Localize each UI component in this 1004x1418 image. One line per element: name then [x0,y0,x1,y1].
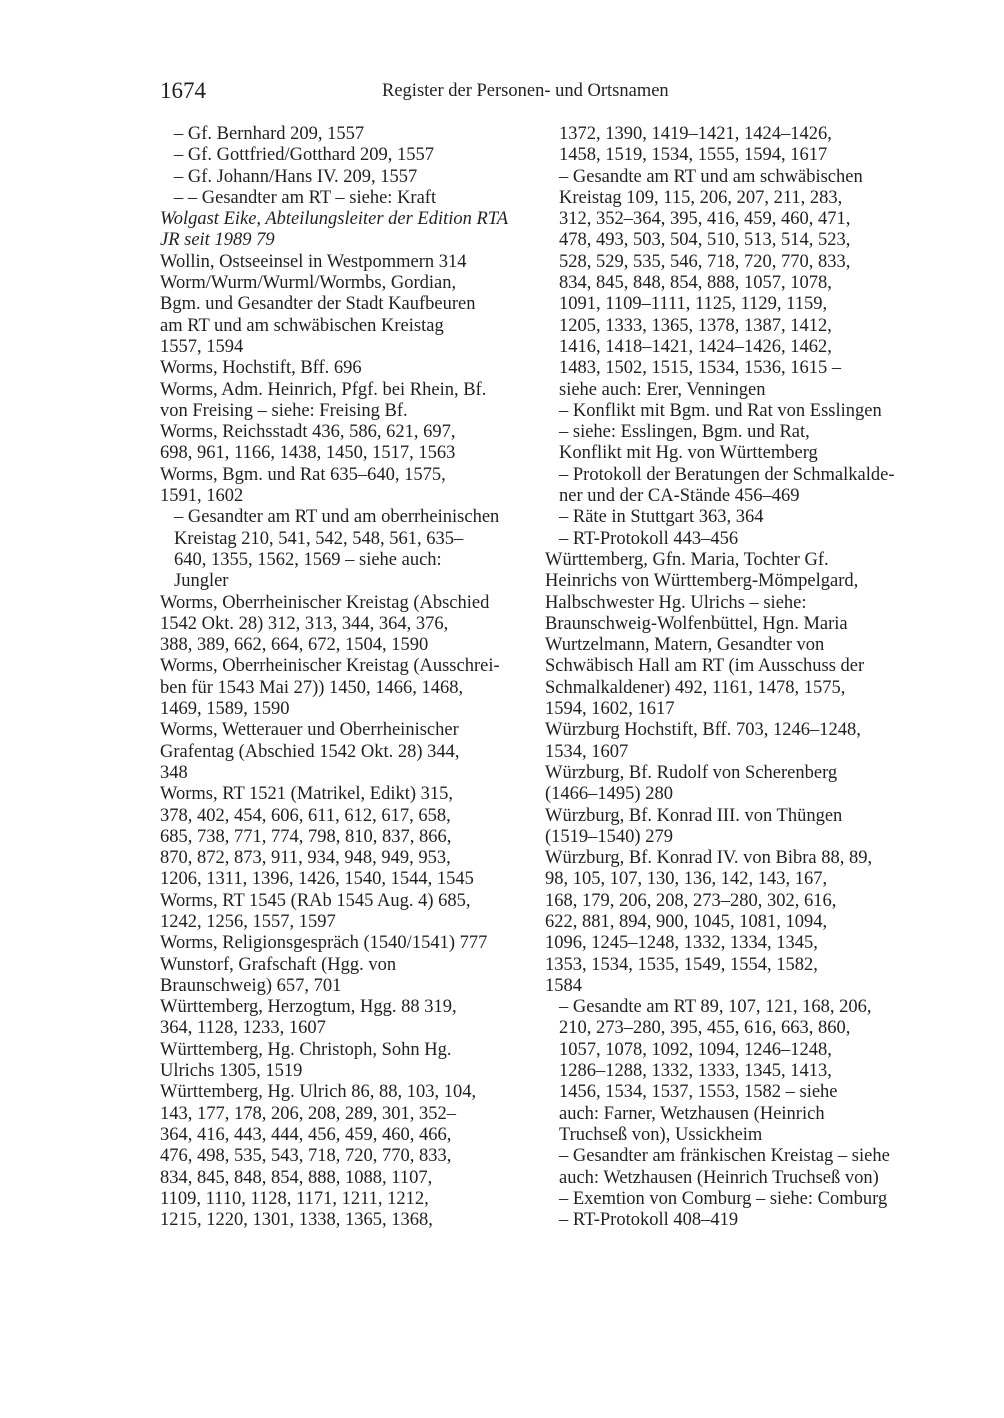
index-entry [160,1082,532,1231]
index-entry [545,720,917,763]
index-entry-line: JR seit 1989 79 [160,230,275,251]
index-entry-line: 210, 273–280, 395, 455, 616, 663, 860, [559,1018,851,1039]
index-entry-line: – Gf. Johann/Hans IV. 209, 1557 [174,166,418,187]
index-entry-line: Bgm. und Gesandter der Stadt Kaufbeuren [160,294,476,315]
index-entry-line: Truchseß von), Ussickheim [559,1124,763,1145]
index-entry-line: Würzburg, Bf. Konrad IV. von Bibra 88, 89, [545,848,873,869]
index-entry-line: auch: Wetzhausen (Heinrich Truchseß von) [559,1167,879,1188]
index-entry [160,933,532,954]
index-entry [160,593,532,657]
index-entry-line: Worms, RT 1521 (Matrikel, Edikt) 315, [160,784,454,805]
index-entry [160,997,532,1040]
index-entry [160,209,532,252]
index-entry-line: 1206, 1311, 1396, 1426, 1540, 1544, 1545 [160,869,474,890]
index-entry-line: Wolgast Eike, Abteilungsleiter der Edition RTA [160,209,509,230]
index-entry-line: 1205, 1333, 1365, 1378, 1387, 1412, [559,315,832,336]
index-entry-line: – Gesandter am fränkischen Kreistag – siehe [559,1146,890,1167]
index-entry-line: Wurtzelmann, Matern, Gesandter von [545,635,825,656]
index-entry-line: Worms, Bgm. und Rat 635–640, 1575, [160,464,446,485]
index-entry-line: Worms, Wetterauer und Oberrheinischer [160,720,459,741]
index-entry-line: 364, 1128, 1233, 1607 [160,1018,326,1039]
index-entry-line: – Gesandte am RT 89, 107, 121, 168, 206, [559,997,872,1018]
index-entry-line: von Freising – siehe: Freising Bf. [160,400,408,421]
index-entry-line: Braunschweig-Wolfenbüttel, Hgn. Maria [545,613,848,634]
index-entry [545,529,917,550]
index-entry-line: 1483, 1502, 1515, 1534, 1536, 1615 – [559,358,842,379]
index-entry-line: – siehe: Esslingen, Bgm. und Rat, [559,422,810,443]
index-entry [160,1040,532,1083]
index-entry [160,465,532,508]
index-entry-line: 685, 738, 771, 774, 798, 810, 837, 866, [160,826,452,847]
page-number: 1674 [160,78,206,103]
index-entry-line: 1591, 1602 [160,486,244,507]
index-entry-line: Grafentag (Abschied 1542 Okt. 28) 344, [160,741,460,762]
index-entry-line: 1242, 1256, 1557, 1597 [160,911,336,932]
index-entry-line: 1594, 1602, 1617 [545,699,675,720]
index-entry [545,806,917,849]
index-entry-line: Kreistag 210, 541, 542, 548, 561, 635– [174,528,464,549]
index-entry-line: (1519–1540) 279 [545,826,673,847]
index-entry [160,507,532,592]
index-entry-line: 1353, 1534, 1535, 1549, 1554, 1582, [545,954,818,975]
index-entry-line: Konflikt mit Hg. von Württemberg [559,443,818,464]
index-entry-line: 1557, 1594 [160,336,244,357]
index-entry-line: 1542 Okt. 28) 312, 313, 344, 364, 376, [160,613,449,634]
index-entry-line: Worms, RT 1545 (RAb 1545 Aug. 4) 685, [160,890,471,911]
index-entry-line: 1584 [545,975,582,996]
index-entry-line: – Exemtion von Comburg – siehe: Comburg [559,1188,888,1209]
index-entry [160,784,532,890]
index-entry-line: 478, 493, 503, 504, 510, 513, 514, 523, [559,230,851,251]
index-entry [545,507,917,528]
index-entry [160,188,532,209]
index-entry [545,1189,917,1210]
index-entry [160,891,532,934]
index-entry [160,358,532,379]
index-entry-line: 378, 402, 454, 606, 611, 612, 617, 658, [160,805,451,826]
index-column-right [545,124,917,1231]
running-title: Register der Personen- und Ortsnamen [382,81,669,101]
index-entry-line: Kreistag 109, 115, 206, 207, 211, 283, [559,187,843,208]
index-entry-line: 640, 1355, 1562, 1569 – siehe auch: [174,549,442,570]
index-entry-line: 1286–1288, 1332, 1333, 1345, 1413, [559,1061,832,1082]
index-entry-line: Worms, Oberrheinischer Kreistag (Abschied [160,592,490,613]
index-entry-line: – Räte in Stuttgart 363, 364 [559,507,764,528]
index-entry-line: Heinrichs von Württemberg-Mömpelgard, [545,571,859,592]
index-entry [545,167,917,401]
index-entry [545,997,917,1146]
index-entry-line: Worms, Reichsstadt 436, 586, 621, 697, [160,422,456,443]
index-entry-line: 1458, 1519, 1534, 1555, 1594, 1617 [559,145,828,166]
index-entry [545,1210,917,1231]
index-entry-line: (1466–1495) 280 [545,784,673,805]
index-entry-line: Worms, Religionsgespräch (1540/1541) 777 [160,933,488,954]
index-entry [160,145,532,166]
index-entry-line: ben für 1543 Mai 27)) 1450, 1466, 1468, [160,677,464,698]
index-entry [160,124,532,145]
index-entry-line: ner und der CA-Stände 456–469 [559,486,800,507]
index-entry [545,635,917,720]
index-entry-line: Württemberg, Hg. Christoph, Sohn Hg. [160,1039,452,1060]
index-entry-line: Braunschweig) 657, 701 [160,975,342,996]
index-entry [160,167,532,188]
index-entry-line: 143, 177, 178, 206, 208, 289, 301, 352– [160,1103,456,1124]
index-entry-line: Ulrichs 1305, 1519 [160,1061,303,1082]
index-entry-line: am RT und am schwäbischen Kreistag [160,315,444,336]
index-entry-line: 98, 105, 107, 130, 136, 142, 143, 167, [545,869,828,890]
index-entry-line: 698, 961, 1166, 1438, 1450, 1517, 1563 [160,443,456,464]
index-entry-line: 348 [160,762,188,783]
index-entry-line: 312, 352–364, 395, 416, 459, 460, 471, [559,209,851,230]
index-entry [160,422,532,465]
index-entry-line: 834, 845, 848, 854, 888, 1088, 1107, [160,1167,433,1188]
index-entry-line: 1109, 1110, 1128, 1171, 1211, 1212, [160,1188,429,1209]
index-entry-line: Würzburg, Bf. Rudolf von Scherenberg [545,762,838,783]
index-entry-line: Jungler [174,571,229,592]
index-entry-line: – – Gesandter am RT – siehe: Kraft [174,187,437,208]
index-entry-line: – RT-Protokoll 408–419 [559,1210,739,1231]
index-entry-line: siehe auch: Erer, Venningen [559,379,766,400]
index-entry-line: Worms, Hochstift, Bff. 696 [160,358,362,379]
index-entry-line: 1456, 1534, 1537, 1553, 1582 – siehe [559,1082,838,1103]
index-entry-line: – Protokoll der Beratungen der Schmalkalde- [559,464,895,485]
index-entry-line: 834, 845, 848, 854, 888, 1057, 1078, [559,273,832,294]
index-entry-line: Schwäbisch Hall am RT (im Ausschuss der [545,656,865,677]
index-entry-line: Württemberg, Gfn. Maria, Tochter Gf. [545,549,829,570]
index-entry-line: 1534, 1607 [545,741,629,762]
index-entry-line: 1469, 1589, 1590 [160,699,290,720]
index-entry [545,550,917,635]
index-entry-line: 476, 498, 535, 543, 718, 720, 770, 833, [160,1146,452,1167]
index-entry-line: – RT-Protokoll 443–456 [559,528,739,549]
index-entry-line: 1096, 1245–1248, 1332, 1334, 1345, [545,933,818,954]
index-entry-line: Würzburg, Bf. Konrad III. von Thüngen [545,805,843,826]
index-entry [545,401,917,465]
index-entry-line: Worm/Wurm/Wurml/Wormbs, Gordian, [160,273,457,294]
index-entry [545,124,917,167]
index-entry-line: 364, 416, 443, 444, 456, 459, 460, 466, [160,1124,452,1145]
index-entry-line: 870, 872, 873, 911, 934, 948, 949, 953, [160,848,451,869]
index-entry-line: 1416, 1418–1421, 1424–1426, 1462, [559,336,832,357]
index-entry-line: – Konflikt mit Bgm. und Rat von Esslingen [559,400,882,421]
index-entry-line: – Gesandte am RT und am schwäbischen [559,166,863,187]
index-entry-line: – Gf. Bernhard 209, 1557 [174,124,365,144]
index-entry [160,656,532,720]
index-entry-line: – Gf. Gottfried/Gotthard 209, 1557 [174,145,434,166]
index-entry-line: auch: Farner, Wetzhausen (Heinrich [559,1103,825,1124]
index-entry [545,1146,917,1189]
index-entry [545,763,917,806]
index-entry-line: 168, 179, 206, 208, 273–280, 302, 616, [545,890,837,911]
index-entry [160,273,532,358]
index-entry-line: 1215, 1220, 1301, 1338, 1365, 1368, [160,1210,433,1231]
index-entry [160,252,532,273]
index-entry-line: Würzburg Hochstift, Bff. 703, 1246–1248, [545,720,861,741]
index-entry [160,955,532,998]
index-entry-line: Württemberg, Herzogtum, Hgg. 88 319, [160,997,457,1018]
index-entry-line: – Gesandter am RT und am oberrheinischen [174,507,500,528]
index-entry-line: Wollin, Ostseeinsel in Westpommern 314 [160,251,467,272]
index-entry-line: 1057, 1078, 1092, 1094, 1246–1248, [559,1039,832,1060]
index-entry-line: Schmalkaldener) 492, 1161, 1478, 1575, [545,677,846,698]
index-entry-line: 528, 529, 535, 546, 718, 720, 770, 833, [559,251,851,272]
index-entry-line: 622, 881, 894, 900, 1045, 1081, 1094, [545,911,828,932]
index-entry [160,380,532,423]
index-entry [160,720,532,784]
index-entry-line: 388, 389, 662, 664, 672, 1504, 1590 [160,635,429,656]
index-entry [545,848,917,997]
index-entry-line: Worms, Oberrheinischer Kreistag (Ausschrei- [160,656,500,677]
index-entry-line: 1091, 1109–1111, 1125, 1129, 1159, [559,294,828,315]
running-head [160,78,920,108]
index-entry-line: Halbschwester Hg. Ulrichs – siehe: [545,592,807,613]
index-entry-line: Württemberg, Hg. Ulrich 86, 88, 103, 104, [160,1082,477,1103]
index-entry-line: Worms, Adm. Heinrich, Pfgf. bei Rhein, Bf. [160,379,487,400]
index-column-left [160,124,532,1231]
index-entry-line: 1372, 1390, 1419–1421, 1424–1426, [559,124,832,144]
index-entry [545,465,917,508]
index-entry-line: Wunstorf, Grafschaft (Hgg. von [160,954,397,975]
